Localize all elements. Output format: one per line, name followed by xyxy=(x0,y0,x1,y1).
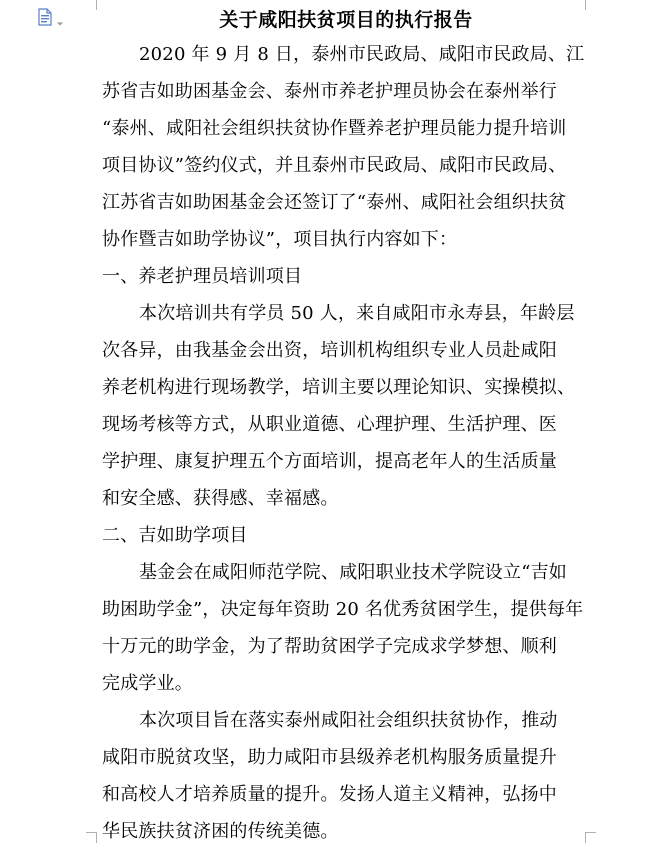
document-page xyxy=(102,4,590,850)
section-heading-1: 一、养老护理员培训项目 xyxy=(102,266,303,287)
text-line: 助困助学金”，决定每年资助 20 名优秀贫困学生，提供每年 xyxy=(102,599,584,620)
text-line: 2020 年 9 月 8 日，泰州市民政局、咸阳市民政局、江 xyxy=(139,44,585,65)
text-line: 和高校人才培养质量的提升。发扬人道主义精神，弘扬中 xyxy=(102,784,557,805)
text-line: 和安全感、获得感、幸福感。 xyxy=(102,488,339,509)
section-heading-2: 二、吉如助学项目 xyxy=(102,525,248,546)
document-icon xyxy=(38,8,52,26)
text-line: 苏省吉如助困基金会、泰州市养老护理员协会在泰州举行 xyxy=(102,81,557,102)
text-line: “泰州、咸阳社会组织扶贫协作暨养老护理员能力提升培训 xyxy=(102,118,567,139)
text-line: 本次培训共有学员 50 人，来自咸阳市永寿县，年龄层 xyxy=(139,303,575,324)
paragraph-training xyxy=(102,295,590,517)
text-line: 江苏省吉如助困基金会还签订了“泰州、咸阳社会组织扶贫 xyxy=(102,192,567,213)
document-menu-button[interactable] xyxy=(38,8,64,26)
chevron-down-icon xyxy=(56,13,64,21)
document-title: 关于咸阳扶贫项目的执行报告 xyxy=(219,9,473,31)
text-line: 十万元的助学金，为了帮助贫困学子完成求学梦想、顺利 xyxy=(102,636,557,657)
paragraph-summary xyxy=(102,702,590,850)
page-corner-mark xyxy=(86,832,97,843)
text-line: 项目协议”签约仪式，并且泰州市民政局、咸阳市民政局、 xyxy=(102,155,567,176)
paragraph-scholarship xyxy=(102,554,590,702)
text-line: 现场考核等方式，从职业道德、心理护理、生活护理、医 xyxy=(102,414,557,435)
text-line: 次各异，由我基金会出资，培训机构组织专业人员赴咸阳 xyxy=(102,340,557,361)
paragraph-intro xyxy=(102,36,590,258)
text-line: 本次项目旨在落实泰州咸阳社会组织扶贫协作，推动 xyxy=(139,710,558,731)
page-corner-mark xyxy=(86,0,97,10)
text-line: 完成学业。 xyxy=(102,673,193,694)
text-line: 养老机构进行现场教学，培训主要以理论知识、实操模拟、 xyxy=(102,377,576,398)
text-line: 学护理、康复护理五个方面培训，提高老年人的生活质量 xyxy=(102,451,557,472)
text-line: 华民族扶贫济困的传统美德。 xyxy=(102,821,339,842)
text-line: 咸阳市脱贫攻坚，助力咸阳市县级养老机构服务质量提升 xyxy=(102,747,557,768)
text-line: 协作暨吉如助学协议”，项目执行内容如下： xyxy=(102,229,458,250)
text-line: 基金会在咸阳师范学院、咸阳职业技术学院设立“吉如 xyxy=(139,562,567,583)
